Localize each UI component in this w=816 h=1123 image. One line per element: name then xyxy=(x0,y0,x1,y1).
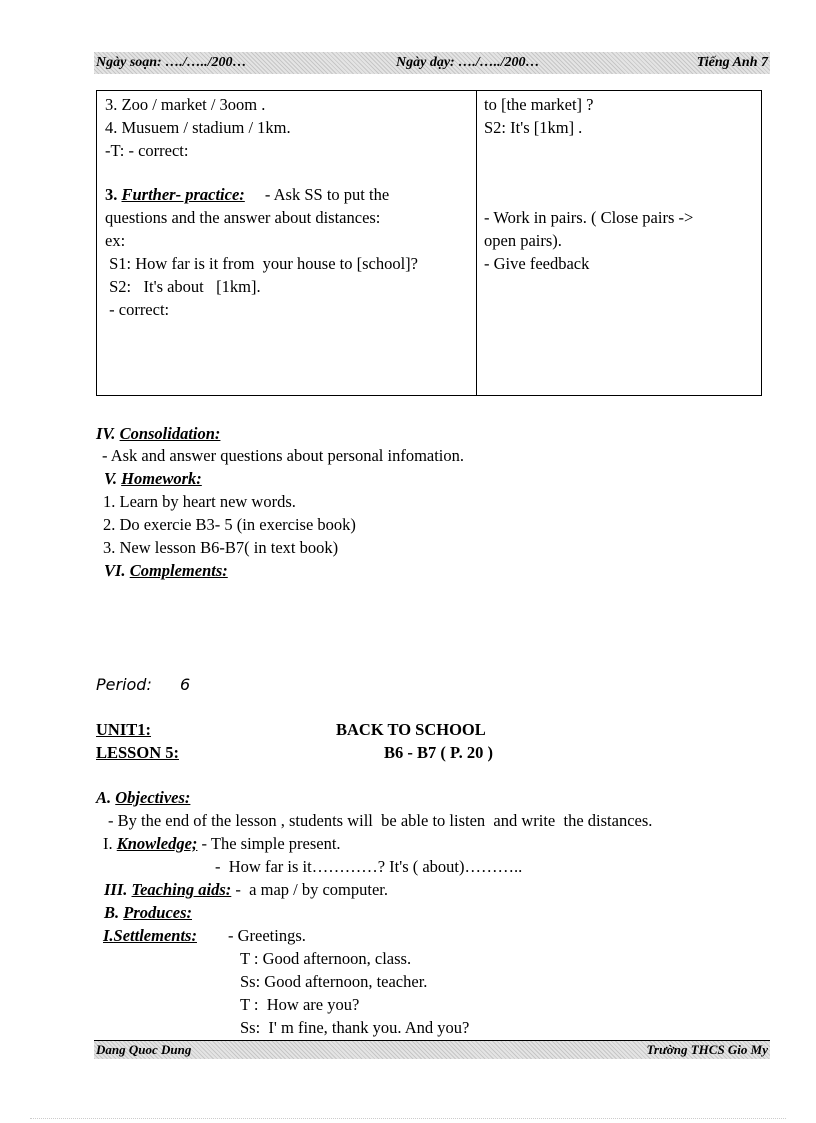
knowledge-text: - The simple present. xyxy=(201,834,341,853)
period-label: Period: xyxy=(96,675,152,694)
teaching-aids-line: III. Teaching aids: - a map / by computer. xyxy=(104,880,389,899)
consolidation-heading: IV. Consolidation: xyxy=(96,424,221,443)
knowledge-line: I. Knowledge; - The simple present. xyxy=(103,834,341,853)
table-left-line: S1: How far is it from your house to [school]? xyxy=(105,254,418,273)
table-right-line: open pairs). xyxy=(484,231,562,250)
dialog-line: T : How are you? xyxy=(240,995,360,1014)
table-left-line: S2: It's about [1km]. xyxy=(105,277,261,296)
homework-item: 3. New lesson B6-B7( in text book) xyxy=(103,538,339,557)
settlements-line: I.Settlements: xyxy=(103,926,197,945)
subject: Tiếng Anh 7 xyxy=(696,55,768,70)
table-right-line: - Give feedback xyxy=(484,254,590,273)
homework-item: 1. Learn by heart new words. xyxy=(103,492,296,511)
objectives-text: - By the end of the lesson , students will be able to listen and write the distances. xyxy=(108,811,653,830)
dialog-line: Ss: I' m fine, thank you. And you? xyxy=(240,1018,470,1037)
prep-date: Ngày soạn: …./…../200… xyxy=(96,55,247,70)
table-left-line: -T: - correct: xyxy=(105,141,189,160)
further-practice-title: Further- practice: xyxy=(121,185,245,204)
homework-item: 2. Do exercie B3- 5 (in exercise book) xyxy=(103,515,356,534)
table-right-line: - Work in pairs. ( Close pairs -> xyxy=(484,208,694,227)
period-value: 6 xyxy=(180,675,191,694)
table-left-line: questions and the answer about distances: xyxy=(105,208,381,227)
teaching-aids-title: Teaching aids: xyxy=(131,880,232,899)
settlements-text: - Greetings. xyxy=(228,926,306,945)
table-right-line: S2: It's [1km] . xyxy=(484,118,583,137)
footer-school: Trường THCS Gio My xyxy=(646,1042,768,1057)
produces-heading: B. Produces: xyxy=(104,903,193,922)
footer-author: Dang Quoc Dung xyxy=(96,1042,192,1057)
table-left-line: ex: xyxy=(105,231,126,250)
page-footer xyxy=(94,1040,770,1059)
further-practice-number: 3. xyxy=(105,185,118,204)
dialog-line: Ss: Good afternoon, teacher. xyxy=(240,972,428,991)
lesson-label: LESSON 5: xyxy=(96,743,179,762)
homework-heading: V. Homework: xyxy=(104,469,202,488)
page-bottom-edge xyxy=(30,1118,786,1119)
table-divider xyxy=(476,91,477,395)
objectives-heading: A. Objectives: xyxy=(96,788,191,807)
knowledge-title: Knowledge; xyxy=(116,834,198,853)
table-left-line: 4. Musuem / stadium / 1km. xyxy=(105,118,291,137)
teach-date: Ngày dạy: …./…../200… xyxy=(396,55,540,70)
consolidation-text: - Ask and answer questions about personal infomation. xyxy=(102,446,465,465)
further-practice-text: - Ask SS to put the xyxy=(264,185,390,204)
further-practice-line xyxy=(105,186,389,204)
lesson-table xyxy=(96,90,762,396)
settlements-title: Settlements: xyxy=(113,926,197,945)
dialog-line: T : Good afternoon, class. xyxy=(240,949,412,968)
table-left-line: 3. Zoo / market / 3oom . xyxy=(105,95,266,114)
unit-title: BACK TO SCHOOL xyxy=(336,720,486,739)
unit-label: UNIT1: xyxy=(96,720,152,739)
page-header xyxy=(94,52,770,74)
table-left-line: - correct: xyxy=(105,300,170,319)
lesson-title: B6 - B7 ( P. 20 ) xyxy=(384,743,493,762)
table-right-line: to [the market] ? xyxy=(484,95,594,114)
teaching-aids-text: - a map / by computer. xyxy=(235,880,389,899)
knowledge-text-2: - How far is it…………? It's ( about)……….. xyxy=(215,857,523,876)
complements-heading: VI. Complements: xyxy=(104,561,228,580)
